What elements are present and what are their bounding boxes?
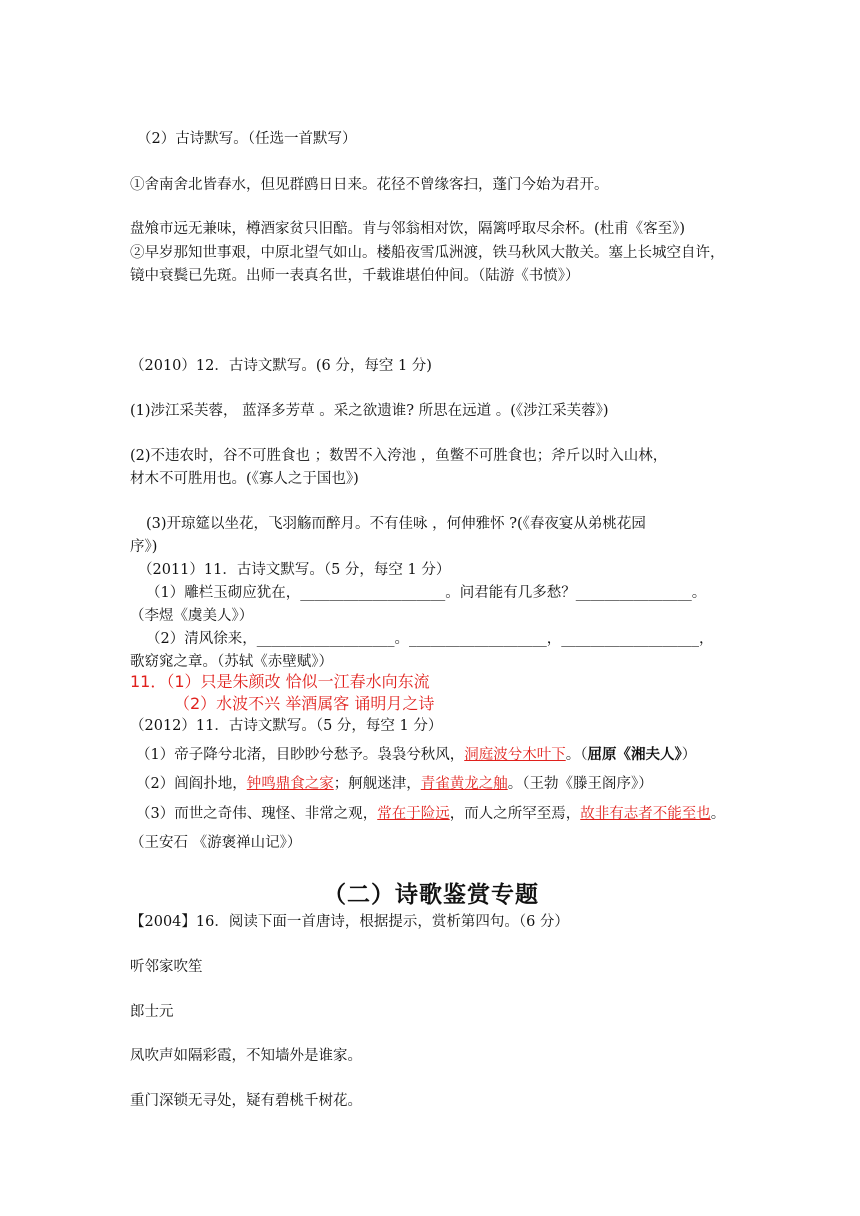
section-title: （二）诗歌鉴赏专题 bbox=[323, 882, 539, 908]
question-end: 。（王勃《滕王阁序》） bbox=[507, 776, 653, 792]
punct: 。 bbox=[710, 806, 726, 822]
question-middle: ；舸舰迷津， bbox=[333, 776, 421, 792]
poem-text: ②早岁那知世事艰，中原北望气如山。楼船夜雪瓜洲渡，铁马秋风大散关。塞上长城空自许， bbox=[130, 245, 725, 261]
question-text: (2)不违农时，谷不可胜食也 ；数罟不入洿池 ，鱼鳖不可胜食也；斧斤以时入山林， bbox=[130, 448, 668, 464]
source-text: （王安石 《游褒禅山记》） bbox=[130, 835, 302, 851]
poem-text: ①舍南舍北皆春水，但见群鸥日日来。花径不曾缘客扫，蓬门今始为君开。 bbox=[130, 177, 609, 193]
section-heading: （2）古诗默写。（任选一首默写） bbox=[137, 131, 357, 147]
question-prefix: （1）帝子降兮北渚，目眇眇兮愁予。袅袅兮秋风， bbox=[136, 747, 465, 763]
question-text: (3)开琼筵以坐花，飞羽觞而醉月。不有佳咏 ，何伸雅怀 ?(《春夜宴从弟桃花园 bbox=[146, 516, 646, 532]
question-prefix: （3）而世之奇伟、瑰怪、非常之观， bbox=[136, 806, 378, 822]
question-text bbox=[136, 774, 653, 794]
poem-line: 凤吹声如隔彩霞，不知墙外是谁家。 bbox=[130, 1048, 362, 1064]
question-text: 歌窈窕之章。（苏轼《赤壁赋》） bbox=[130, 654, 333, 670]
question-text: （李煜《虞美人》） bbox=[130, 608, 254, 624]
answer-line: （2）水波不兴 举酒属客 诵明月之诗 bbox=[174, 694, 435, 713]
poem-line: 重门深锁无寻处，疑有碧桃千树花。 bbox=[130, 1093, 362, 1109]
question-text: (1)涉江采芙蓉， 蓝泽多芳草 。采之欲遗谁? 所思在远道 。(《涉江采芙蓉》) bbox=[130, 403, 609, 419]
question-prefix: （2）闾阎扑地， bbox=[136, 776, 247, 792]
question-text: （2）清风徐来，___________________。___________________，___________________， bbox=[146, 631, 714, 647]
answer-text: 故非有志者不能至也 bbox=[580, 806, 711, 822]
question-text: 序》) bbox=[130, 539, 158, 555]
punct: 。（ bbox=[565, 747, 588, 763]
poem-author: 郎士元 bbox=[130, 1004, 174, 1020]
question-text: 材木不可胜用也。(《寡人之于国也》) bbox=[130, 471, 359, 487]
poem-title: 听邻家吹笙 bbox=[130, 959, 203, 975]
exam-heading: （2010）12．古诗文默写。(6 分，每空 1 分) bbox=[130, 358, 432, 374]
punct: ） bbox=[681, 747, 697, 763]
answer-text: 洞庭波兮木叶下 bbox=[464, 747, 566, 763]
question-text bbox=[136, 745, 696, 765]
exam-heading: （2011）11．古诗文默写。（5 分，每空 1 分） bbox=[138, 562, 451, 578]
question-middle: ，而人之所罕至焉， bbox=[449, 806, 581, 822]
question-text: （1）雕栏玉砌应犹在，____________________。问君能有几多愁？________________。 bbox=[146, 585, 707, 601]
question-text bbox=[136, 804, 725, 824]
source-text: 屈原《湘夫人》 bbox=[587, 746, 682, 763]
answer-text: 青雀黄龙之舳 bbox=[420, 776, 508, 792]
answer-line: 11．（1）只是朱颜改 恰似一江春水向东流 bbox=[130, 672, 430, 691]
answer-text: 常在于险远 bbox=[377, 806, 450, 822]
answer-text: 钟鸣鼎食之家 bbox=[246, 776, 334, 792]
poem-text: 镜中衰鬓已先斑。出师一表真名世，千载谁堪伯仲间。（陆游《书愤》） bbox=[130, 268, 580, 284]
poem-text: 盘飧市远无兼味，樽酒家贫只旧醅。肯与邻翁相对饮，隔篱呼取尽余杯。(杜甫《客至》) bbox=[130, 221, 686, 237]
exam-heading: （2012）11．古诗文默写。（5 分，每空 1 分） bbox=[130, 718, 443, 734]
question-text: 【2004】16．阅读下面一首唐诗，根据提示，赏析第四句。（6 分） bbox=[130, 914, 569, 930]
